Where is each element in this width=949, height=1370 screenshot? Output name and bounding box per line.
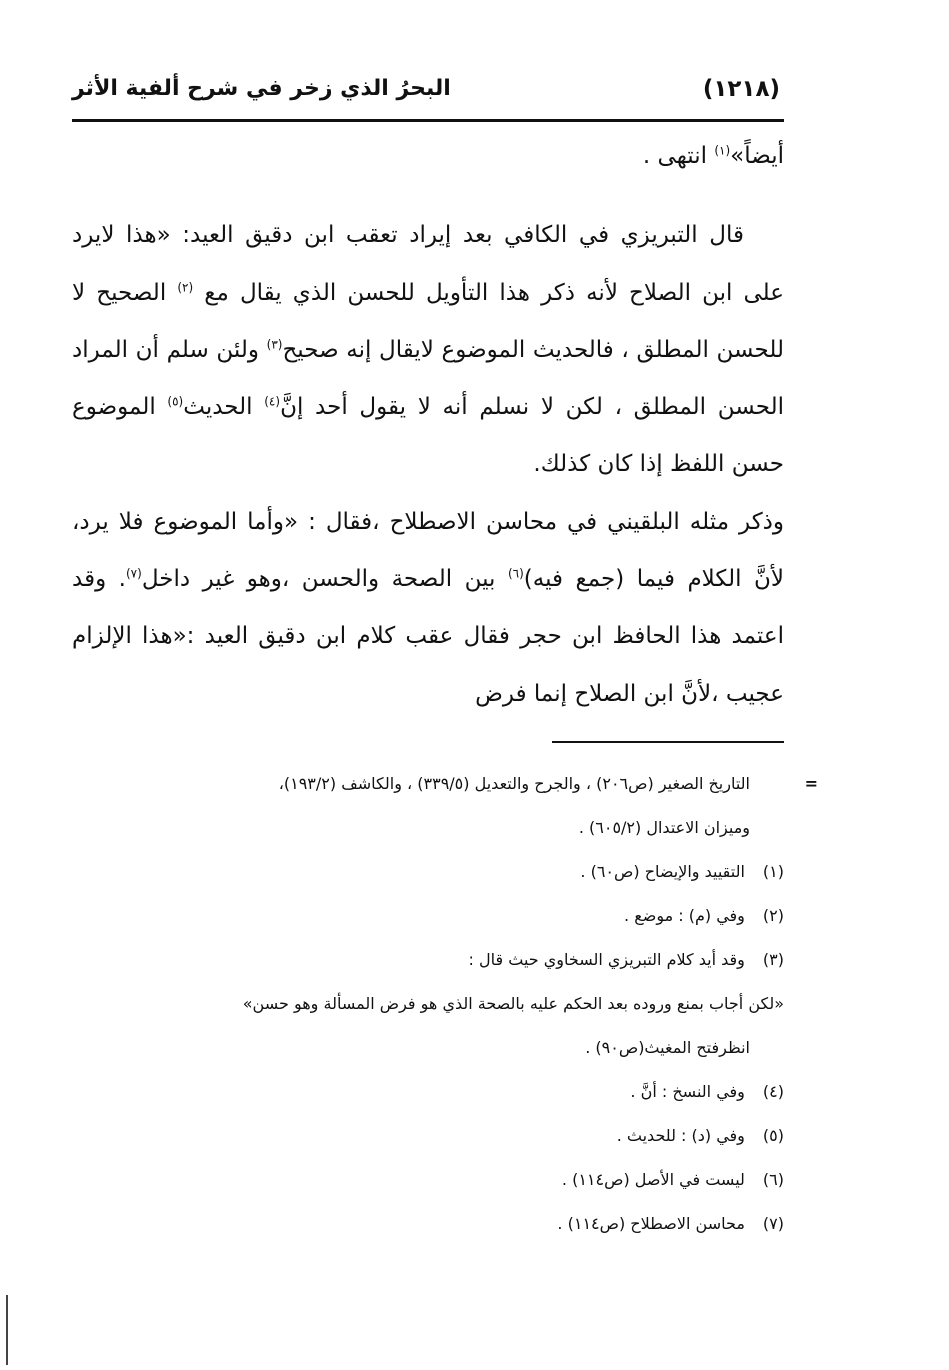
footnote-quote [72,982,784,1026]
footnote-item [72,850,784,894]
book-title: البحرُ الذي زخر في شرح ألفية الأثر [72,76,451,101]
text-run: الحديث [183,394,265,421]
footnote-number: (٧) [762,1214,784,1233]
footnote-ref: (٦) [507,566,524,581]
footnote-item [72,1158,784,1202]
footnote-number: (٢) [762,906,784,925]
text-run: أيضاً» [730,143,784,169]
paragraph-1 [72,128,784,185]
footnote-number: (٤) [762,1082,784,1101]
footnote-text: محاسن الاصطلاح (ص١١٤) . [557,1214,745,1233]
footnote-number: (١) [762,862,784,881]
footnote-ref: (٥) [167,394,184,409]
footnote-text: التاريخ الصغير (ص٢٠٦) ، والجرح والتعديل (٣٣٩/٥) ، والكاشف (١٩٣/٢)، [278,774,750,793]
footnote-text: وفي (م) : موضع . [624,906,745,925]
footnote-item [72,1202,784,1246]
footnote-text: التقييد والإيضاح (ص٦٠) . [580,862,745,881]
footnote-ref: (٣) [266,337,283,352]
text-run: وذكر مثله البلقيني في محاسن الاصطلاح ،فقال : «وأما الموضوع فلا يرد، لأنَّ الكلام فيما (جمع فيه) [72,508,785,593]
text-run: الموضوع حسن اللفظ إذا كان كذلك. [72,394,784,478]
footnotes [72,762,818,1246]
footnote-text: وفي النسخ : أنَّ . [630,1082,745,1101]
text-run: قال التبريزي في الكافي بعد إيراد تعقب ابن دقيق العيد: «هذا لايرد على ابن الصلاح لأنه ذكر هذا التأويل للحسن الذي يقال مع [72,222,784,306]
footnote-ref: (١) [714,143,731,158]
scan-edge-mark [6,1295,10,1365]
footnote-continued [72,762,818,806]
footnote-ref: (٤) [264,394,281,409]
footnote-text: وفي (د) : للحديث . [616,1126,745,1145]
footnote-item [72,894,784,938]
continuation-marker: = [804,774,818,793]
footnote-number: (٥) [762,1126,784,1145]
paragraph-2 [72,207,784,493]
footnote-item [72,1070,784,1114]
footnote-text: انظرفتح المغيث(ص٩٠) . [585,1038,750,1057]
footnote-text: وميزان الاعتدال (٦٠٥/٢) . [578,818,750,837]
footnote-number: (٦) [762,1170,784,1189]
footnote-text: وقد أيد كلام التبريزي السخاوي حيث قال : [468,950,745,969]
main-text [72,128,784,723]
footnote-separator [552,741,784,743]
paragraph-3 [72,494,784,723]
footnote-ref: (٢) [177,279,194,294]
text-run: انتهى . [642,143,715,169]
header-rule [72,119,784,122]
text-run: الصحيح لا للحسن المطلق ، فالحديث الموضوع لايقال إنه صحيح [72,279,784,363]
footnote-item [72,938,784,982]
page-header [72,72,784,110]
footnote-ref: (٧) [125,566,142,581]
footnote-text: ليست في الأصل (ص١١٤) . [561,1170,745,1189]
footnote-item [72,1114,784,1158]
text-run: بين الصحة والحسن ،وهو غير داخل [141,566,508,593]
footnote-number: (٣) [762,950,784,969]
footnote-text: «لكن أجاب بمنع وروده بعد الحكم عليه بالصحة الذي هو فرض المسألة وهو حسن» [242,994,784,1013]
page-number: (١٢١٨) [702,76,780,102]
footnote-quote-source [72,1026,784,1070]
footnote-continued-line [72,806,784,850]
text-run: ولئن سلم أن المراد الحسن المطلق ، لكن لا نسلم أنه لا يقول أحد إنَّ [72,336,784,421]
text-run: . وقد اعتمد هذا الحافظ ابن حجر فقال عقب كلام ابن دقيق العيد :«هذا الإلزام عجيب ،لأنَّ ابن الصلاح إنما فرض [72,566,784,707]
